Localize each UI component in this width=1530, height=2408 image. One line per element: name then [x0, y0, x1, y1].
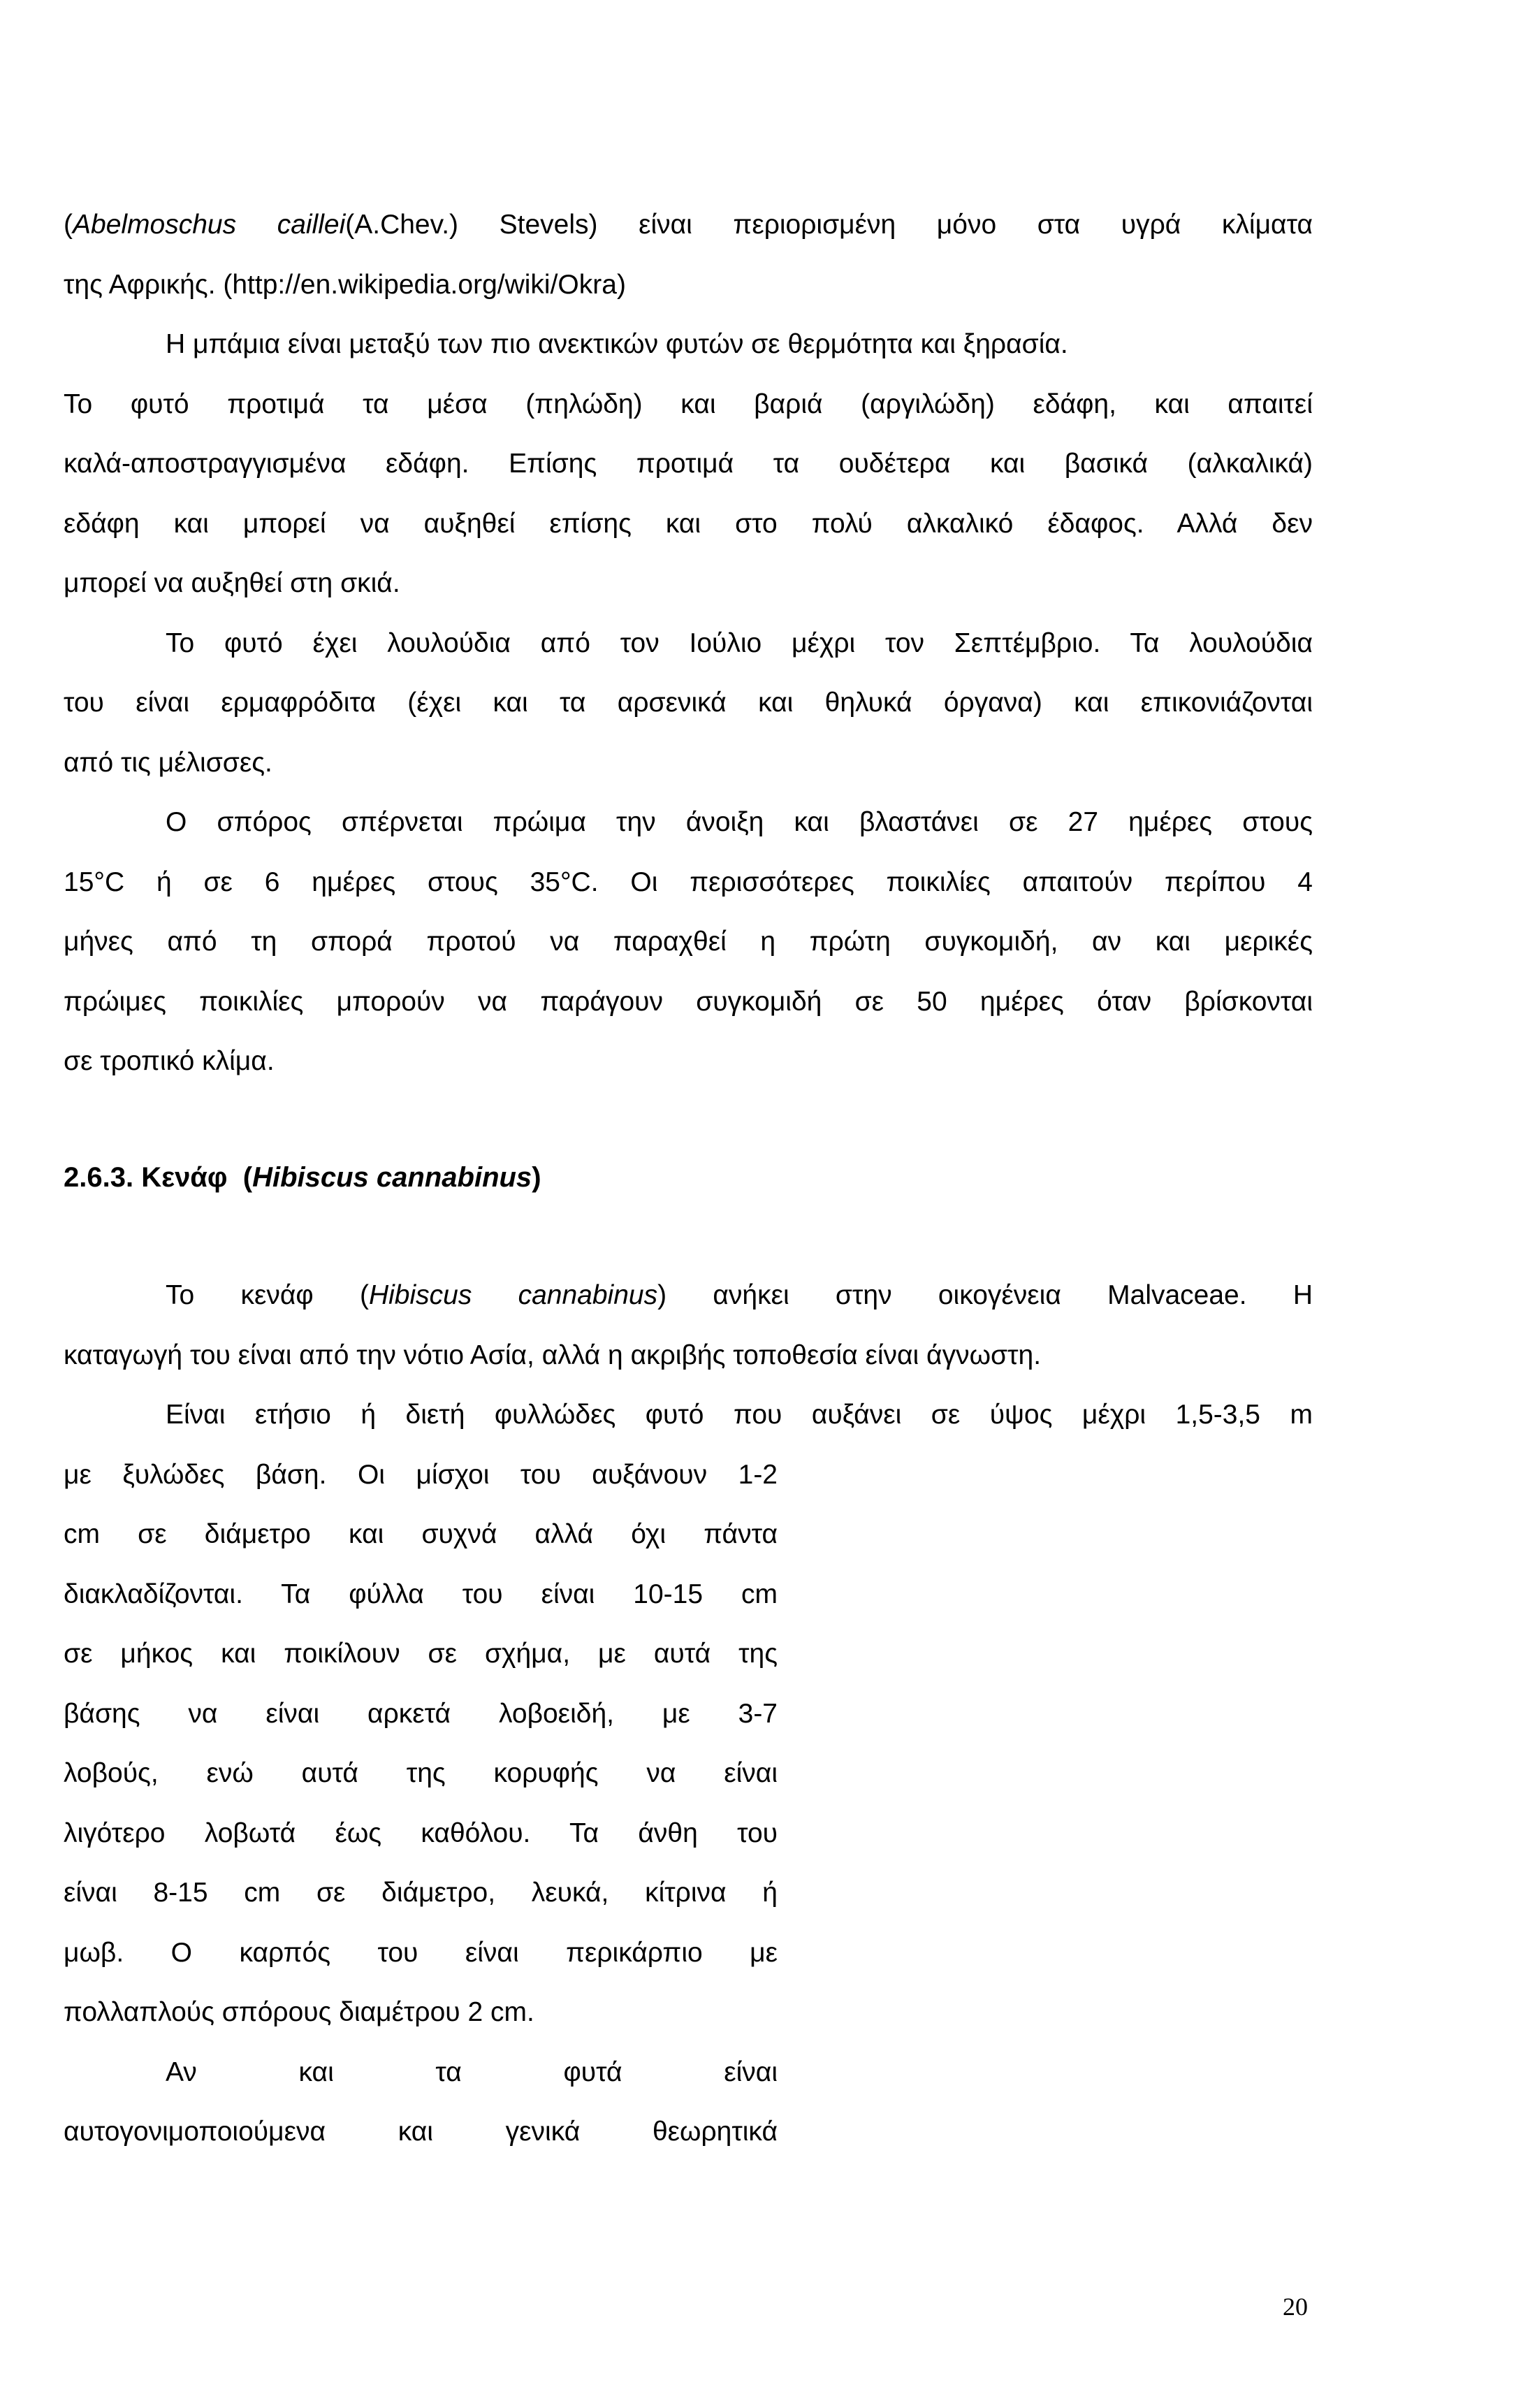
body-text-line: λοβούς, ενώ αυτά της κορυφής να είναι — [64, 1758, 778, 1788]
page-number: 20 — [1283, 2293, 1308, 2321]
body-text-line: λιγότερο λοβωτά έως καθόλου. Τα άνθη του — [64, 1818, 778, 1848]
body-text-line: καλά-αποστραγγισμένα εδάφη. Επίσης προτιμά τα ουδέτερα και βασικά (αλκαλικά) — [64, 449, 1313, 479]
species-name: Hibiscus cannabinus — [368, 1280, 658, 1310]
body-text-line: πολλαπλούς σπόρους διαμέτρου 2 cm. — [64, 1997, 534, 2027]
body-text-line: μωβ. Ο καρπός του είναι περικάρπιο με — [64, 1938, 778, 1968]
body-text-line: από τις μέλισσες. — [64, 748, 272, 778]
body-text-line: Αν και τα φυτά είναι — [166, 2057, 778, 2087]
body-text-line: πρώιμες ποικιλίες μπορούν να παράγουν συγκομιδή σε 50 ημέρες όταν βρίσκονται — [64, 987, 1313, 1017]
body-text-line: Είναι ετήσιο ή διετή φυλλώδες φυτό που αυξάνει σε ύψος μέχρι 1,5-3,5 m — [166, 1400, 1313, 1430]
body-text-line: διακλαδίζονται. Τα φύλλα του είναι 10-15 cm — [64, 1579, 778, 1609]
body-text-line: αυτογονιμοποιούμενα και γενικά θεωρητικά — [64, 2117, 778, 2147]
body-text-line: σε μήκος και ποικίλουν σε σχήμα, με αυτά της — [64, 1639, 778, 1669]
body-text-line: Το φυτό έχει λουλούδια από τον Ιούλιο μέχρι τον Σεπτέμβριο. Τα λουλούδια — [166, 628, 1313, 658]
body-text-line: Ο σπόρος σπέρνεται πρώιμα την άνοιξη και βλαστάνει σε 27 ημέρες στους — [166, 807, 1313, 837]
body-text-line: cm σε διάμετρο και συχνά αλλά όχι πάντα — [64, 1519, 778, 1549]
body-text-line: Η μπάμια είναι μεταξύ των πιο ανεκτικών φυτών σε θερμότητα και ξηρασία. — [166, 329, 1068, 359]
body-text-line: με ξυλώδες βάση. Οι μίσχοι του αυξάνουν 1-2 — [64, 1460, 778, 1490]
body-text-line: Το φυτό προτιμά τα μέσα (πηλώδη) και βαριά (αργιλώδη) εδάφη, και απαιτεί — [64, 389, 1313, 419]
body-text-line: είναι 8-15 cm σε διάμετρο, λευκά, κίτρινα ή — [64, 1878, 778, 1908]
section-heading: 2.6.3. Κενάφ (Hibiscus cannabinus) — [64, 1162, 541, 1193]
body-text-line: μήνες από τη σπορά προτού να παραχθεί η πρώτη συγκομιδή, αν και μερικές — [64, 927, 1313, 957]
body-text-line: μπορεί να αυξηθεί στη σκιά. — [64, 568, 400, 598]
body-text-line: (Abelmoschus caillei(A.Chev.) Stevels) είναι περιορισμένη μόνο στα υγρά κλίματα — [64, 210, 1313, 240]
body-text-line: 15°C ή σε 6 ημέρες στους 35°C. Οι περισσότερες ποικιλίες απαιτούν περίπου 4 — [64, 867, 1313, 897]
body-text-line: Το κενάφ (Hibiscus cannabinus) ανήκει στην οικογένεια Malvaceae. Η — [166, 1280, 1313, 1310]
body-text-line: της Αφρικής. (http://en.wikipedia.org/wiki/Okra) — [64, 270, 626, 300]
body-text-line: του είναι ερμαφρόδιτα (έχει και τα αρσενικά και θηλυκά όργανα) και επικονιάζονται — [64, 688, 1313, 718]
body-text-line: καταγωγή του είναι από την νότιο Ασία, αλλά η ακριβής τοποθεσία είναι άγνωστη. — [64, 1340, 1042, 1370]
body-text-line: σε τροπικό κλίμα. — [64, 1046, 275, 1076]
body-text-line: βάσης να είναι αρκετά λοβοειδή, με 3-7 — [64, 1699, 778, 1729]
species-name: Abelmoschus caillei — [73, 210, 346, 240]
heading-latin-name: Hibiscus cannabinus — [252, 1162, 532, 1193]
body-text-line: εδάφη και μπορεί να αυξηθεί επίσης και στο πολύ αλκαλικό έδαφος. Αλλά δεν — [64, 509, 1313, 539]
